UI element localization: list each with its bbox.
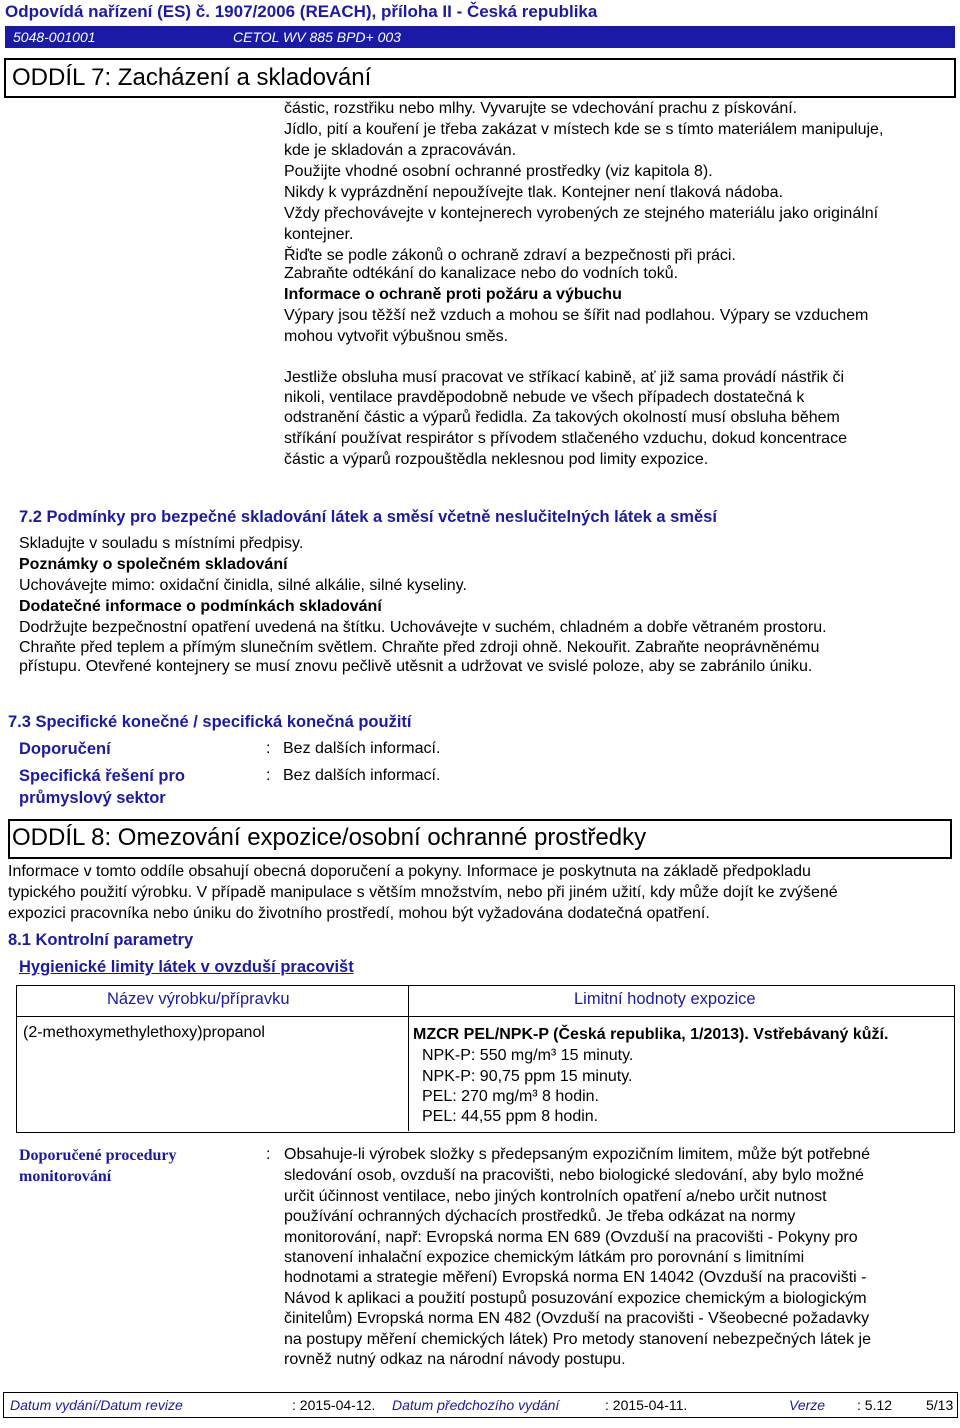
- section-7-title: ODDÍL 7: Zacházení a skladování: [12, 64, 372, 91]
- s7-line: kde je skladován a zpracováván.: [284, 142, 517, 159]
- s7-line: částic, rozstřiku nebo mlhy. Vyvarujte se vdechování prachu z pískování.: [284, 100, 798, 117]
- previous-date-label: Datum předchozího vydání: [392, 1397, 560, 1413]
- industrial-label: Specifická řešení pro: [19, 767, 185, 785]
- spray-line: Jestliže obsluha musí pracovat ve stříkací kabině, ať již sama provádí nástřik či: [284, 369, 845, 386]
- monitoring-line: na postupy měření chemických látek) Pro metody stanovení nebezpečných látek je: [284, 1331, 871, 1348]
- section-8-title: ODDÍL 8: Omezování expozice/osobní ochranné prostředky: [12, 824, 647, 851]
- spray-line: částic a výparů rozpouštědla neklesnou pod limity expozice.: [284, 451, 709, 468]
- spray-line: stříkání používat respirátor s přívodem stlačeného vzduchu, dokud koncentrace: [284, 430, 847, 447]
- fire-heading: Informace o ochraně proti požáru a výbuchu: [284, 286, 622, 303]
- limit-value: NPK-P: 550 mg/m³ 15 minuty.: [422, 1047, 634, 1064]
- subsection-number: 7.3: [8, 713, 31, 731]
- monitoring-line: hodnotami a strategie měření) Evropská norma EN 14042 (Ovzduší na pracovišti -: [284, 1269, 867, 1286]
- subsection-title: Podmínky pro bezpečné skladování látek a směsí včetně neslučitelných látek a směsí: [41, 508, 717, 526]
- issue-date-value: : 2015-04-12.: [292, 1397, 376, 1413]
- section-8-heading: [8, 819, 952, 859]
- subsection-number: 7.2: [19, 508, 42, 526]
- storage-info-line: Chraňte před teplem a přímým slunečním světlem. Chraňte před zdroji ohně. Nekouřit. Zabraňte neoprávněnému: [19, 639, 820, 656]
- spray-line: odstranění částic a výparů ředidla. Za takových okolností musí obsluha během: [284, 409, 840, 426]
- subsection-title: Specifické konečné / specifická konečná použití: [30, 713, 412, 731]
- monitoring-line: určit účinnost ventilace, nebo jiných kontrolních opatření a/nebo určit nutnost: [284, 1188, 827, 1205]
- fire-line: mohou vytvořit výbušnou směs.: [284, 328, 509, 345]
- exposure-limits-table: [16, 985, 955, 1133]
- column-header-limits: Limitní hodnoty expozice: [574, 990, 756, 1008]
- industrial-value: Bez dalších informací.: [283, 767, 441, 784]
- monitoring-line: monitorování, např: Evropská norma EN 689 (Ovzduší na pracovišti - Pokyny pro: [284, 1229, 858, 1246]
- limit-value: PEL: 44,55 ppm 8 hodin.: [422, 1108, 599, 1125]
- monitoring-line: používání ochranných dýchacích prostředků. Je třeba odkázat na normy: [284, 1208, 796, 1225]
- monitoring-line: Návod k aplikaci a použití postupů posuzování expozice chemickým a biologickým: [284, 1290, 867, 1307]
- spray-line: nikoli, ventilace pravděpodobně nebude ve všech případech dostatečná k: [284, 389, 805, 406]
- exposure-limits-heading: Hygienické limity látek v ovzduší pracovišt: [19, 958, 354, 976]
- monitoring-line: činitelům) Evropská norma EN 482 (Ovzduší na pracovišti - Všeobecné požadavky: [284, 1310, 870, 1327]
- s7-line: Nikdy k vyprázdnění nepoužívejte tlak. Kontejner není tlaková nádoba.: [284, 184, 783, 201]
- document-title: Odpovídá nařízení (ES) č. 1907/2006 (REACH), příloha II - Česká republika: [5, 2, 598, 21]
- recommendations-colon: :: [266, 740, 271, 757]
- recommendations-value: Bez dalších informací.: [283, 740, 441, 757]
- subsection-8-1-heading: 8.1 Kontrolní parametry: [8, 931, 194, 949]
- version-label: Verze: [789, 1397, 826, 1413]
- s7-line: Řiďte se podle zákonů o ochraně zdraví a bezpečnosti při práci.: [284, 247, 736, 264]
- previous-date-value: : 2015-04-11.: [605, 1397, 688, 1413]
- industrial-colon: :: [266, 767, 271, 784]
- s7-line: kontejner.: [284, 226, 354, 243]
- storage-info-heading: Dodatečné informace o podmínkách skladování: [19, 598, 382, 615]
- s7-line: Vždy přechovávejte v kontejnerech vyrobených ze stejného materiálu jako originální: [284, 205, 879, 222]
- monitoring-line: stanovení inhalační expozice chemickým látkám pro porovnání s limitními: [284, 1249, 805, 1266]
- co-storage-heading: Poznámky o společném skladování: [19, 556, 288, 573]
- page-number: 5/13: [926, 1397, 954, 1413]
- page-footer: [3, 1392, 958, 1418]
- product-cell: (2-methoxymethylethoxy)propanol: [23, 1024, 265, 1041]
- s8-intro-line: typického použití výrobku. V případě manipulace s větším množstvím, nebo při jiném užití, kdy může dojít ke zvýšené: [8, 884, 838, 901]
- s8-intro-line: Informace v tomto oddíle obsahují obecná doporučení a pokyny. Informace je poskytnuta na základě předpokladu: [8, 863, 811, 880]
- industrial-label: průmyslový sektor: [19, 789, 166, 807]
- s8-intro-line: expozici pracovníka nebo úniku do životního prostředí, mohou být vyžadována dodatečná opatření.: [8, 905, 710, 922]
- product-name: CETOL WV 885 BPD+ 003: [233, 29, 401, 45]
- monitoring-line: Obsahuje-li výrobek složky s předepsaným expozičním limitem, může být potřebné: [284, 1146, 871, 1163]
- s7-line: Zabraňte odtékání do kanalizace nebo do vodních toků.: [284, 265, 679, 282]
- monitoring-label: monitorování: [19, 1168, 112, 1185]
- table-divider: [17, 1016, 954, 1017]
- limit-heading-cell: MZCR PEL/NPK-P (Česká republika, 1/2013). Vstřebávaný kůží.: [413, 1026, 889, 1043]
- subsection-7-3-heading: [8, 713, 412, 732]
- table-divider: [408, 986, 409, 1131]
- product-bar: [5, 26, 955, 48]
- storage-info-line: přístupu. Otevřené kontejnery se musí znovu pečlivě utěsnit a udržovat ve svislé poloze, aby se zabránilo úniku.: [19, 658, 813, 675]
- monitoring-line: rovněž nutný odkaz na národní návody postupu.: [284, 1351, 626, 1368]
- subsection-7-2-heading: [19, 508, 717, 527]
- version-value: : 5.12: [857, 1397, 893, 1413]
- limit-value: PEL: 270 mg/m³ 8 hodin.: [422, 1088, 599, 1105]
- storage-line: Skladujte v souladu s místními předpisy.: [19, 535, 304, 552]
- storage-info-line: Dodržujte bezpečnostní opatření uvedená na štítku. Uchovávejte v suchém, chladném a dobře větraném prostoru.: [19, 619, 827, 636]
- column-header-product: Název výrobku/přípravku: [107, 990, 290, 1008]
- monitoring-label: Doporučené procedury: [19, 1147, 177, 1164]
- issue-date-label: Datum vydání/Datum revize: [10, 1397, 183, 1413]
- s7-line: Použijte vhodné osobní ochranné prostředky (viz kapitola 8).: [284, 163, 713, 180]
- s7-line: Jídlo, pití a kouření je třeba zakázat v místech kde se s tímto materiálem manipuluje,: [284, 121, 884, 138]
- limit-value: NPK-P: 90,75 ppm 15 minuty.: [422, 1068, 633, 1085]
- product-code: 5048-001001: [13, 29, 96, 45]
- section-7-heading: [4, 58, 956, 98]
- monitoring-line: sledování osob, ovzduší na pracovišti, nebo biologické sledování, aby bylo možné: [284, 1167, 864, 1184]
- recommendations-label: Doporučení: [19, 740, 111, 758]
- co-storage-line: Uchovávejte mimo: oxidační činidla, silné alkálie, silné kyseliny.: [19, 577, 467, 594]
- monitoring-colon: :: [266, 1146, 271, 1163]
- fire-line: Výpary jsou těžší než vzduch a mohou se šířit nad podlahou. Výpary se vzduchem: [284, 307, 869, 324]
